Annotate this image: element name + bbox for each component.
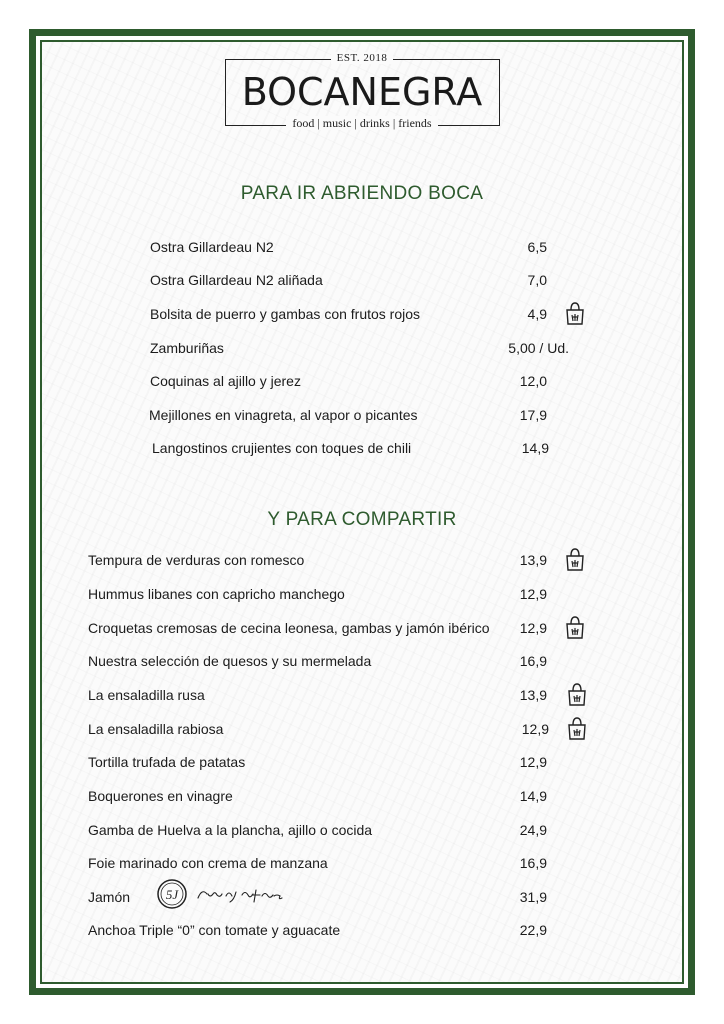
menu-item-name: Langostinos crujientes con toques de chili [152,440,412,456]
menu-item-name: Jamón [88,889,131,905]
menu-item-name: Foie marinado con crema de manzana [88,855,328,871]
menu-item-name: Mejillones en vinagreta, al vapor o picantes [149,407,418,423]
logo-tagline: food | music | drinks | friends [0,116,724,131]
menu-item-name: La ensaladilla rabiosa [88,721,224,737]
logo-established: EST. 2018 [0,52,724,64]
menu-item-name: Tempura de verduras con romesco [88,552,305,568]
takeaway-bag-icon [565,547,585,571]
menu-item-price: 4,9 [527,306,547,322]
menu-item-price: 16,9 [519,855,547,871]
menu-item-price: 14,9 [519,788,547,804]
menu-item-price: 12,0 [519,373,547,389]
menu-item-price: 12,9 [519,754,547,770]
menu-item-name: Zamburiñas [150,340,224,356]
menu-item-name: Nuestra selección de quesos y su mermelada [88,653,372,669]
section-title-abriendo-boca: PARA IR ABRIENDO BOCA [240,183,484,204]
menu-item-price: 24,9 [519,822,547,838]
takeaway-bag-icon [567,682,587,706]
menu-item-name: Ostra Gillardeau N2 [150,239,274,255]
menu-item-name: Bolsita de puerro y gambas con frutos rojos [150,306,421,322]
menu-item-price: 12,9 [519,620,547,636]
menu-item-name: Anchoa Triple “0” con tomate y aguacate [88,922,341,938]
menu-item-name: Croquetas cremosas de cecina leonesa, gambas y jamón ibérico [88,620,490,636]
menu-item-price: 7,0 [527,272,547,288]
menu-item-price: 5,00 / Ud. [508,340,569,356]
menu-item-price: 17,9 [519,407,547,423]
menu-item-name: Boquerones en vinagre [88,788,233,804]
cinco-jotas-logo [156,878,296,912]
menu-item-price: 22,9 [519,922,547,938]
menu-item-price: 16,9 [519,653,547,669]
menu-item-name: Tortilla trufada de patatas [88,754,246,770]
takeaway-bag-icon [565,615,585,639]
menu-item-name: Hummus libanes con capricho manchego [88,586,345,602]
menu-item-price: 12,9 [519,586,547,602]
menu-item-price: 31,9 [519,889,547,905]
menu-item-price: 13,9 [519,687,547,703]
menu-item-price: 14,9 [521,440,549,456]
menu-item-price: 13,9 [519,552,547,568]
menu-item-name: La ensaladilla rusa [88,687,205,703]
section-title-compartir: Y PARA COMPARTIR [267,509,457,530]
menu-item-price: 12,9 [521,721,549,737]
logo-name: BOCANEGRA [241,70,483,114]
svg-text:5J: 5J [165,887,179,902]
menu-item-name: Coquinas al ajillo y jerez [150,373,301,389]
menu-item-name: Gamba de Huelva a la plancha, ajillo o cocida [88,822,373,838]
takeaway-bag-icon [565,301,585,325]
menu-item-name: Ostra Gillardeau N2 aliñada [150,272,323,288]
takeaway-bag-icon [567,716,587,740]
menu-item-price: 6,5 [527,239,547,255]
